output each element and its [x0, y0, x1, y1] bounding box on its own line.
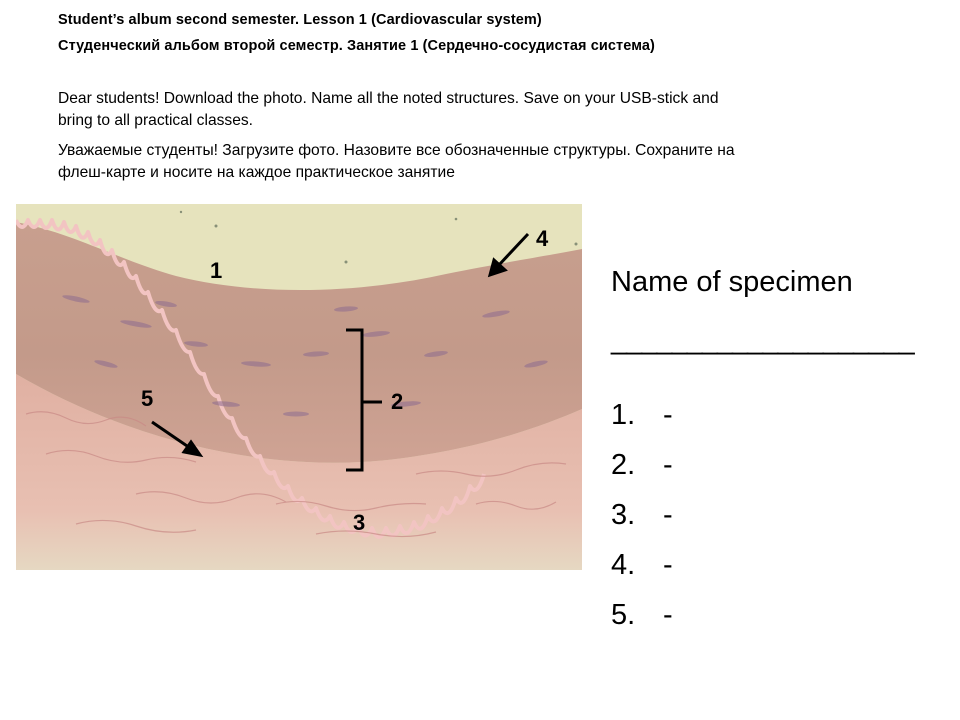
title-english: Student’s album second semester. Lesson 1 (Cardiovascular system) [58, 12, 542, 28]
label-2: 2 [391, 389, 404, 414]
answer-number: 4. [611, 549, 636, 581]
label-4: 4 [536, 226, 549, 251]
answer-number: 1. [611, 399, 636, 431]
answer-number: 3. [611, 499, 636, 531]
instructions-english-line2: bring to all practical classes. [58, 112, 254, 129]
answer-value: - [663, 399, 673, 431]
answer-item [611, 590, 941, 640]
histology-photo [16, 204, 582, 570]
answer-item [611, 540, 941, 590]
answer-item [611, 390, 941, 440]
answer-value: - [663, 449, 673, 481]
answer-sheet [611, 262, 941, 669]
answer-value: - [663, 599, 673, 631]
label-1: 1 [210, 258, 223, 283]
answer-value: - [663, 549, 673, 581]
answer-item [611, 440, 941, 490]
answer-item [611, 490, 941, 540]
answer-number: 2. [611, 449, 636, 481]
instructions-russian-line2: флеш-карте и носите на каждое практическое занятие [58, 164, 455, 181]
instructions-english [58, 88, 900, 132]
label-5: 5 [141, 386, 154, 411]
title-russian: Студенческий альбом второй семестр. Занятие 1 (Сердечно-сосудистая система) [58, 38, 655, 54]
instructions-english-line1: Dear students! Download the photo. Name all the noted structures. Save on your USB-stick and [58, 90, 719, 107]
instructions-russian [58, 140, 900, 184]
label-3: 3 [353, 510, 366, 535]
instructions-russian-line1: Уважаемые студенты! Загрузите фото. Назовите все обозначенные структуры. Сохраните на [58, 142, 735, 159]
answer-list [611, 390, 941, 640]
specimen-name-label: Name of specimen [611, 266, 853, 298]
answer-number: 5. [611, 599, 636, 631]
answer-value: - [663, 499, 673, 531]
artery-cross-section-image [16, 204, 582, 570]
specimen-name-blank: ____________________ [611, 324, 914, 356]
